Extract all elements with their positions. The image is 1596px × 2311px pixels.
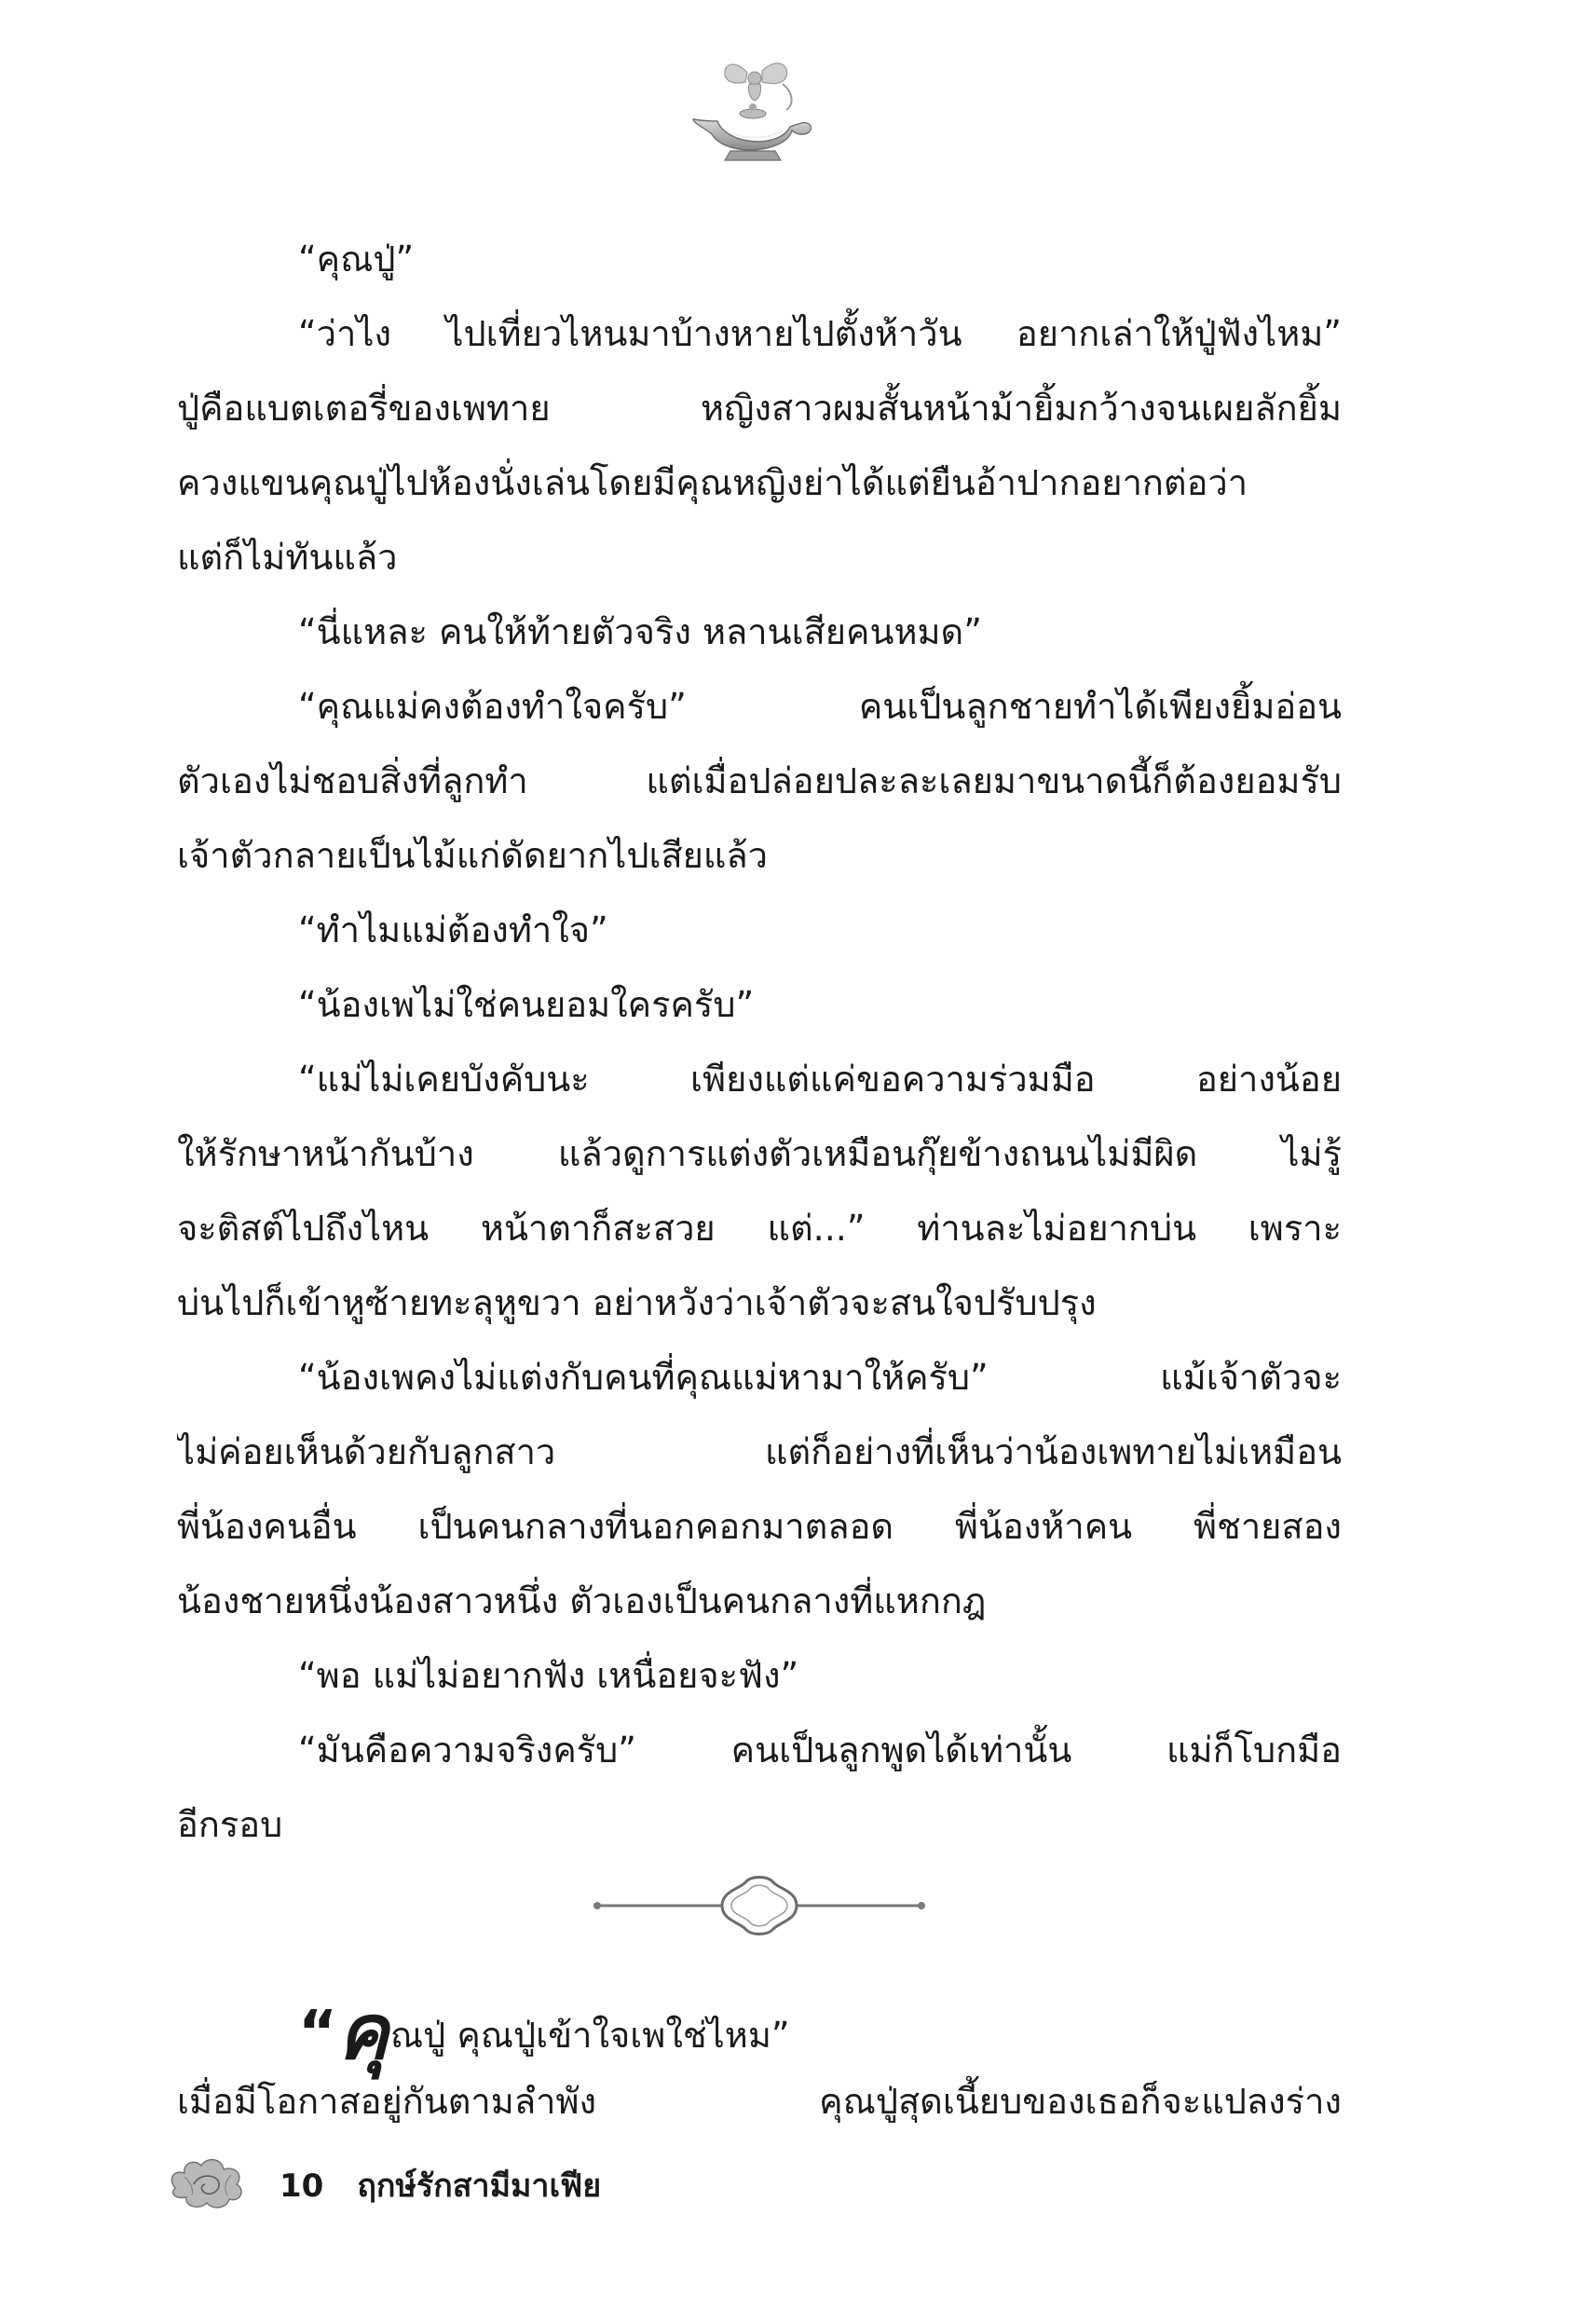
body-line: พี่น้องคนอื่น เป็นคนกลางที่นอกคอกมาตลอด พี่น้องห้าคน พี่ชายสอง <box>177 1506 1342 1547</box>
first-line-text: ณปู่ คุณปู่เข้าใจเพใช่ไหม” <box>389 2015 790 2056</box>
body-line: “คุณปู่” <box>298 239 415 280</box>
dropcap-quote: “ <box>298 1999 338 2068</box>
body-line: อีกรอบ <box>177 1804 283 1845</box>
body-line: “คุณแม่คงต้องทำใจครับ” คนเป็นลูกชายทำได้เพียงยิ้มอ่อน <box>298 686 1342 727</box>
body-line: เจ้าตัวกลายเป็นไม้แก่ดัดยากไปเสียแล้ว <box>177 835 769 876</box>
body-line: “ว่าไง ไปเที่ยวไหนมาบ้างหายไปตั้งห้าวัน อยากเล่าให้ปู่ฟังไหม” <box>298 313 1342 354</box>
body-line: จะติสต์ไปถึงไหน หน้าตาก็สะสวย แต่...” ท่านละไม่อยากบ่น เพราะ <box>177 1208 1342 1249</box>
body-line: “นี่แหละ คนให้ท้ายตัวจริง หลานเสียคนหมด” <box>298 611 982 652</box>
body-line: ควงแขนคุณปู่ไปห้องนั่งเล่นโดยมีคุณหญิงย่าได้แต่ยืนอ้าปากอยากต่อว่า <box>177 462 1248 503</box>
body-text <box>177 222 1342 1862</box>
body-line: “แม่ไม่เคยบังคับนะ เพียงแต่แค่ขอความร่วมมือ อย่างน้อย <box>298 1059 1342 1100</box>
body-line: “ทำไมแม่ต้องทำใจ” <box>298 909 608 950</box>
scene-divider-ornament-icon <box>592 1868 927 1943</box>
page-footer <box>280 2160 601 2210</box>
section-two-first-line <box>177 1980 1342 2077</box>
body-line: “น้องเพคงไม่แต่งกับคนที่คุณแม่หามาให้ครับ” แม้เจ้าตัวจะ <box>298 1357 1342 1398</box>
rose-ornament-icon <box>166 2151 250 2212</box>
body-line: ไม่ค่อยเห็นด้วยกับลูกสาว แต่ก็อย่างที่เห็นว่าน้องเพทายไม่เหมือน <box>177 1431 1342 1472</box>
body-line: ให้รักษาหน้ากันบ้าง แล้วดูการแต่งตัวเหมือนกุ๊ยข้างถนนไม่มีผิด ไม่รู้ <box>177 1133 1342 1174</box>
body-line: “พอ แม่ไม่อยากฟัง เหนื่อยจะฟัง” <box>298 1655 799 1696</box>
body-line: “มันคือความจริงครับ” คนเป็นลูกพูดได้เท่านั้น แม่ก็โบกมือ <box>298 1730 1342 1771</box>
body-line: ตัวเองไม่ชอบสิ่งที่ลูกทำ แต่เมื่อปล่อยปละละเลยมาขนาดนี้ก็ต้องยอมรับ <box>177 760 1342 801</box>
cupid-lamp-ornament-icon <box>689 56 820 168</box>
page-number: 10 <box>280 2167 324 2205</box>
book-title: ฤกษ์รักสามีมาเฟีย <box>357 2167 602 2205</box>
body-line: น้องชายหนึ่งน้องสาวหนึ่ง ตัวเองเป็นคนกลางที่แหกกฎ <box>177 1580 987 1621</box>
body-line: บ่นไปก็เข้าหูซ้ายทะลุหูขวา อย่าหวังว่าเจ้าตัวจะสนใจปรับปรุง <box>177 1282 1097 1323</box>
body-line: “น้องเพไม่ใช่คนยอมใครครับ” <box>298 984 755 1025</box>
body-line: ปู่คือแบตเตอรี่ของเพทาย หญิงสาวผมสั้นหน้าม้ายิ้มกว้างจนเผยลักยิ้ม <box>177 388 1342 429</box>
section-two-second-line: เมื่อมีโอกาสอยู่กันตามลำพัง คุณปู่สุดเนี้ยบของเธอก็จะแปลงร่าง <box>177 2081 1342 2122</box>
dropcap-letter: คุ <box>337 1989 389 2077</box>
body-line: แต่ก็ไม่ทันแล้ว <box>177 537 398 578</box>
section-two <box>177 1980 1342 2139</box>
